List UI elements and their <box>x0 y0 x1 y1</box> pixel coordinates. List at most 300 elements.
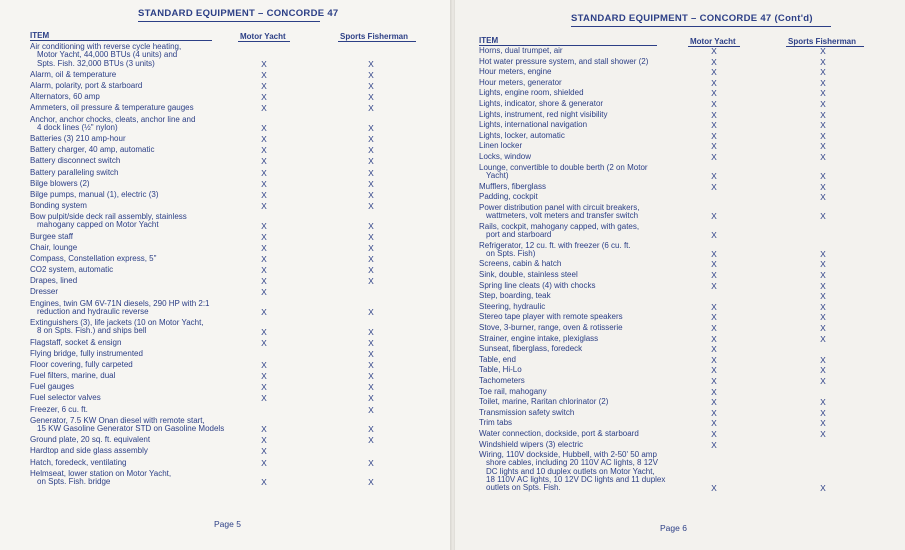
equipment-row <box>479 345 582 353</box>
right-page-title: STANDARD EQUIPMENT – CONCORDE 47 (Cont'd) <box>571 13 813 24</box>
motor-yacht-mark: X <box>711 323 717 333</box>
sports-fisherman-mark: X <box>368 393 374 404</box>
motor-yacht-mark: X <box>711 280 717 291</box>
equipment-item-text: Lights, indicator, shore & generator <box>479 99 604 108</box>
equipment-item-text: DC lights and 10 duplex outlets on Motor Yacht, <box>486 466 655 476</box>
equipment-item-text: outlets on Spts. Fish. <box>486 483 561 493</box>
equipment-item-text: on Spts. Fish) <box>486 248 536 258</box>
equipment-row <box>30 169 118 177</box>
equipment-item-text: Ground plate, 20 sq. ft. equivalent <box>30 435 151 445</box>
equipment-row <box>30 417 224 434</box>
equipment-row <box>30 288 58 296</box>
motor-yacht-mark: X <box>261 220 267 231</box>
motor-yacht-mark: X <box>261 287 267 298</box>
sports-fisherman-mark: X <box>820 67 826 78</box>
equipment-item-text: Dresser <box>30 287 59 297</box>
motor-yacht-mark: X <box>261 69 267 80</box>
equipment-row <box>479 100 603 108</box>
equipment-row <box>479 204 640 221</box>
motor-yacht-mark: X <box>711 483 717 494</box>
equipment-row <box>30 255 156 263</box>
equipment-item-text: Lights, international navigation <box>479 120 588 130</box>
sports-fisherman-mark: X <box>368 156 374 167</box>
equipment-item-text: Windshield wipers (3) electric <box>479 439 584 449</box>
motor-yacht-mark: X <box>261 81 267 92</box>
equipment-row <box>479 409 574 417</box>
equipment-row <box>479 398 608 406</box>
sports-fisherman-mark: X <box>820 109 826 120</box>
equipment-item-text: Step, boarding, teak <box>479 291 551 301</box>
equipment-row <box>479 68 551 76</box>
equipment-item-text: Spts. Fish. 32,000 BTUs (3 units) <box>37 58 155 68</box>
motor-yacht-mark: X <box>711 88 717 99</box>
equipment-row <box>479 356 516 364</box>
equipment-row <box>30 180 90 188</box>
equipment-row <box>30 146 155 154</box>
equipment-item-text: CO2 system, automatic <box>30 265 114 275</box>
motor-yacht-mark: X <box>711 376 717 386</box>
sports-fisherman-mark: X <box>820 397 826 408</box>
equipment-item-text: Motor Yacht, 44,000 BTUs (4 units) and <box>37 50 178 60</box>
sports-fisherman-mark: X <box>368 201 374 211</box>
equipment-item-text: Helmseat, lower station on Motor Yacht, <box>30 468 172 478</box>
right-page-number: Page 6 <box>660 523 687 533</box>
sports-fisherman-mark: X <box>368 360 374 370</box>
motor-yacht-mark: X <box>261 103 267 114</box>
equipment-item-text: Bilge pumps, manual (1), electric (3) <box>30 189 159 199</box>
equipment-row <box>479 89 584 97</box>
equipment-item-text: Battery disconnect switch <box>30 156 121 166</box>
sports-fisherman-mark: X <box>368 424 374 435</box>
sports-fisherman-mark: X <box>820 418 826 429</box>
equipment-item-text: Ammeters, oil pressure & temperature gauges <box>30 103 194 113</box>
left-title-underline <box>138 21 320 22</box>
equipment-row <box>479 313 623 321</box>
equipment-row <box>479 430 639 438</box>
equipment-item-text: Floor covering, fully carpeted <box>30 360 133 369</box>
equipment-item-text: Stove, 3-burner, range, oven & rotisserie <box>479 323 623 332</box>
sports-fisherman-mark: X <box>368 122 374 133</box>
equipment-item-text: Yacht) <box>486 170 509 180</box>
equipment-item-text: Hour meters, generator <box>479 77 562 87</box>
equipment-item-text: Table, Hi-Lo <box>479 365 522 375</box>
equipment-row <box>30 43 181 68</box>
motor-yacht-mark: X <box>711 211 717 221</box>
motor-yacht-mark: X <box>261 446 267 457</box>
equipment-row <box>30 93 100 101</box>
motor-yacht-mark: X <box>711 301 717 312</box>
sports-fisherman-mark: X <box>820 77 826 88</box>
equipment-item-text: Toilet, marine, Raritan chlorinator (2) <box>479 397 609 407</box>
sports-fisherman-mark: X <box>368 382 374 393</box>
equipment-row <box>30 82 142 90</box>
equipment-item-text: Linen locker <box>479 141 523 151</box>
equipment-item-text: shore cables, including 20 110V AC lights, 8 12V <box>486 458 658 468</box>
equipment-item-text: Bilge blowers (2) <box>30 178 90 188</box>
equipment-row <box>479 282 596 290</box>
motor-yacht-mark: X <box>711 354 717 365</box>
sports-fisherman-mark: X <box>368 307 374 317</box>
motor-yacht-mark: X <box>711 333 717 344</box>
sports-fisherman-mark: X <box>368 231 374 242</box>
sports-fisherman-mark: X <box>368 276 374 287</box>
equipment-row <box>479 271 578 279</box>
equipment-item-text: Chair, lounge <box>30 242 78 252</box>
equipment-item-text: Fuel gauges <box>30 382 75 392</box>
equipment-item-text: Sunseat, fiberglass, foredeck <box>479 344 583 354</box>
motor-yacht-mark: X <box>711 46 717 56</box>
motor-yacht-mark: X <box>711 181 717 192</box>
equipment-item-text: Extinguishers (3), life jackets (10 on Motor Yacht, <box>30 318 204 328</box>
sports-fisherman-mark: X <box>820 46 826 56</box>
motor-yacht-mark: X <box>711 248 717 259</box>
equipment-item-text: Tachometers <box>479 376 525 385</box>
motor-yacht-mark: X <box>261 178 267 189</box>
sports-fisherman-mark: X <box>368 189 374 200</box>
equipment-row <box>479 335 598 343</box>
motor-yacht-mark: X <box>711 141 717 152</box>
sports-fisherman-mark: X <box>368 404 374 415</box>
left-page-number: Page 5 <box>214 519 241 529</box>
equipment-row <box>479 260 561 268</box>
equipment-item-text: Hour meters, engine <box>479 67 552 77</box>
equipment-item-text: Lounge, convertible to double berth (2 on Motor <box>479 162 648 172</box>
sports-fisherman-mark: X <box>368 371 374 382</box>
equipment-row <box>30 459 127 467</box>
sports-fisherman-mark: X <box>820 333 826 344</box>
equipment-row <box>479 111 608 119</box>
motor-yacht-mark: X <box>711 259 717 270</box>
motor-yacht-mark: X <box>711 109 717 120</box>
equipment-item-text: Power distribution panel with circuit breakers, <box>479 202 640 212</box>
motor-yacht-mark: X <box>261 254 267 264</box>
motor-yacht-mark: X <box>261 382 267 393</box>
motor-yacht-mark: X <box>261 307 267 317</box>
equipment-item-text: Trim tabs <box>479 418 513 428</box>
equipment-row <box>30 116 195 133</box>
motor-yacht-mark: X <box>261 231 267 242</box>
equipment-row <box>30 300 210 317</box>
motor-yacht-mark: X <box>711 56 717 67</box>
equipment-item-text: Bonding system <box>30 201 87 210</box>
equipment-item-text: Freezer, 6 cu. ft. <box>30 404 88 414</box>
left-motor-yacht-header-rule <box>238 41 290 42</box>
equipment-item-text: Fuel filters, marine, dual <box>30 371 116 381</box>
motor-yacht-mark: X <box>261 457 267 468</box>
equipment-item-text: Steering, hydraulic <box>479 301 546 311</box>
motor-yacht-mark: X <box>261 393 267 404</box>
equipment-item-text: Screens, cabin & hatch <box>479 259 562 269</box>
right-sports-fisherman-header: Sports Fisherman <box>788 37 857 46</box>
sports-fisherman-mark: X <box>368 457 374 468</box>
motor-yacht-mark: X <box>261 92 267 103</box>
sports-fisherman-mark: X <box>368 178 374 189</box>
equipment-item-text: Hardtop and side glass assembly <box>30 446 148 456</box>
equipment-item-text: Spring line cleats (4) with chocks <box>479 280 596 290</box>
equipment-row <box>479 377 525 385</box>
motor-yacht-mark: X <box>261 134 267 145</box>
equipment-item-text: mahogany capped on Motor Yacht <box>37 220 159 230</box>
equipment-item-text: Toe rail, mahogany <box>479 386 547 396</box>
motor-yacht-mark: X <box>711 152 717 162</box>
equipment-item-text: Flagstaff, socket & ensign <box>30 337 122 347</box>
equipment-row <box>479 324 623 332</box>
equipment-row <box>30 361 133 369</box>
left-sports-fisherman-header-rule <box>338 41 416 42</box>
equipment-item-text: Compass, Constellation express, 5" <box>30 254 157 263</box>
left-item-header: ITEM <box>30 31 50 40</box>
equipment-item-text: Batteries (3) 210 amp-hour <box>30 134 126 144</box>
sports-fisherman-mark: X <box>820 170 826 181</box>
motor-yacht-mark: X <box>711 418 717 429</box>
equipment-item-text: Horns, dual trumpet, air <box>479 46 563 55</box>
equipment-row <box>479 47 563 55</box>
equipment-row <box>30 233 73 241</box>
sports-fisherman-mark: X <box>820 270 826 280</box>
motor-yacht-mark: X <box>261 242 267 253</box>
equipment-row <box>30 447 148 455</box>
motor-yacht-mark: X <box>261 337 267 348</box>
equipment-row <box>30 157 120 165</box>
left-sports-fisherman-header: Sports Fisherman <box>340 32 409 41</box>
equipment-item-text: reduction and hydraulic reverse <box>37 306 149 316</box>
sports-fisherman-mark: X <box>820 141 826 152</box>
sports-fisherman-mark: X <box>820 280 826 291</box>
sports-fisherman-mark: X <box>368 254 374 264</box>
motor-yacht-mark: X <box>711 407 717 418</box>
equipment-row <box>30 191 159 199</box>
motor-yacht-mark: X <box>261 326 267 337</box>
equipment-item-text: Stereo tape player with remote speakers <box>479 312 623 322</box>
equipment-item-text: Locks, window <box>479 152 532 161</box>
equipment-row <box>479 193 538 201</box>
equipment-item-text: Burgee staff <box>30 231 73 241</box>
equipment-item-text: Alarm, oil & temperature <box>30 69 117 79</box>
sports-fisherman-mark: X <box>820 120 826 131</box>
sports-fisherman-mark: X <box>368 81 374 92</box>
sports-fisherman-mark: X <box>368 167 374 178</box>
equipment-row <box>479 419 512 427</box>
sports-fisherman-mark: X <box>820 407 826 418</box>
sports-fisherman-mark: X <box>820 291 826 302</box>
equipment-row <box>30 394 101 402</box>
sports-fisherman-mark: X <box>368 145 374 156</box>
motor-yacht-mark: X <box>711 120 717 131</box>
equipment-item-text: Transmission safety switch <box>479 407 575 417</box>
equipment-item-text: 8 on Spts. Fish.) and ships bell <box>37 326 147 336</box>
motor-yacht-mark: X <box>261 360 267 370</box>
equipment-item-text: Fuel selector valves <box>30 393 101 403</box>
equipment-row <box>30 213 187 230</box>
motor-yacht-mark: X <box>711 365 717 376</box>
motor-yacht-mark: X <box>261 201 267 211</box>
sports-fisherman-mark: X <box>368 265 374 276</box>
motor-yacht-mark: X <box>261 435 267 446</box>
equipment-item-text: Padding, cockpit <box>479 192 538 202</box>
equipment-item-text: Alarm, polarity, port & starboard <box>30 81 143 91</box>
equipment-item-text: Sink, double, stainless steel <box>479 270 578 279</box>
equipment-item-text: 15 KW Gasoline Generator STD on Gasoline Models <box>37 424 225 434</box>
equipment-row <box>479 366 522 374</box>
equipment-item-text: 18 110V AC lights, 10 12V DC lights and 11 duplex <box>486 475 666 485</box>
sports-fisherman-mark: X <box>368 348 374 359</box>
equipment-row <box>479 58 648 66</box>
equipment-item-text: Water connection, dockside, port & starboard <box>479 429 639 438</box>
equipment-row <box>30 383 74 391</box>
equipment-row <box>479 132 565 140</box>
equipment-item-text: Hot water pressure system, and stall shower (2) <box>479 56 649 66</box>
equipment-row <box>479 164 648 181</box>
sports-fisherman-mark: X <box>820 323 826 333</box>
sports-fisherman-mark: X <box>820 99 826 109</box>
sports-fisherman-mark: X <box>820 88 826 99</box>
sports-fisherman-mark: X <box>368 477 374 488</box>
equipment-item-text: on Spts. Fish. bridge <box>37 477 111 487</box>
equipment-item-text: wattmeters, volt meters and transfer switch <box>486 210 639 220</box>
equipment-item-text: Mufflers, fiberglass <box>479 181 546 191</box>
motor-yacht-mark: X <box>261 265 267 276</box>
motor-yacht-mark: X <box>711 344 717 355</box>
equipment-row <box>30 339 121 347</box>
equipment-item-text: Wiring, 110V dockside, Hubbell, with 2-50' 50 amp <box>479 450 657 460</box>
motor-yacht-mark: X <box>711 170 717 181</box>
sports-fisherman-mark: X <box>368 69 374 80</box>
equipment-item-text: Generator, 7.5 KW Onan diesel with remote start, <box>30 415 205 425</box>
equipment-row <box>479 153 531 161</box>
equipment-item-text: Refrigerator, 12 cu. ft. with freezer (6 cu. ft. <box>479 240 631 250</box>
equipment-item-text: Lights, engine room, shielded <box>479 88 584 98</box>
equipment-row <box>479 183 546 191</box>
equipment-row <box>30 71 116 79</box>
sports-fisherman-mark: X <box>820 248 826 259</box>
motor-yacht-mark: X <box>261 276 267 287</box>
motor-yacht-mark: X <box>261 424 267 435</box>
equipment-row <box>479 388 547 396</box>
sports-fisherman-mark: X <box>368 220 374 231</box>
sports-fisherman-mark: X <box>820 181 826 192</box>
equipment-item-text: Battery charger, 40 amp, automatic <box>30 145 155 155</box>
equipment-item-text: Lights, instrument, red night visibility <box>479 109 608 119</box>
sports-fisherman-mark: X <box>820 429 826 439</box>
equipment-item-text: Flying bridge, fully instrumented <box>30 348 143 358</box>
sports-fisherman-mark: X <box>820 192 826 203</box>
equipment-row <box>30 319 204 336</box>
right-title-underline <box>571 26 831 27</box>
equipment-row <box>30 470 171 487</box>
equipment-row <box>479 79 562 87</box>
equipment-item-text: Alternators, 60 amp <box>30 92 100 102</box>
equipment-row <box>30 135 126 143</box>
equipment-row <box>479 451 665 492</box>
equipment-row <box>30 350 143 358</box>
sports-fisherman-mark: X <box>368 134 374 145</box>
motor-yacht-mark: X <box>711 99 717 109</box>
sports-fisherman-mark: X <box>820 211 826 221</box>
equipment-row <box>30 406 88 414</box>
sports-fisherman-mark: X <box>820 483 826 494</box>
equipment-row <box>30 104 194 112</box>
sports-fisherman-mark: X <box>368 103 374 114</box>
motor-yacht-mark: X <box>261 145 267 156</box>
motor-yacht-mark: X <box>711 386 717 397</box>
sports-fisherman-mark: X <box>368 435 374 446</box>
equipment-row <box>479 121 587 129</box>
sports-fisherman-mark: X <box>820 259 826 270</box>
motor-yacht-mark: X <box>711 77 717 88</box>
sports-fisherman-mark: X <box>820 152 826 162</box>
sports-fisherman-mark: X <box>820 130 826 141</box>
motor-yacht-mark: X <box>711 439 717 450</box>
motor-yacht-mark: X <box>261 58 267 69</box>
left-motor-yacht-header: Motor Yacht <box>240 32 286 41</box>
equipment-row <box>479 303 545 311</box>
equipment-row <box>479 292 551 300</box>
equipment-row <box>30 266 113 274</box>
sports-fisherman-mark: X <box>820 354 826 365</box>
sports-fisherman-mark: X <box>368 337 374 348</box>
motor-yacht-mark: X <box>711 130 717 141</box>
equipment-item-text: port and starboard <box>486 229 552 239</box>
sports-fisherman-mark: X <box>820 56 826 67</box>
sports-fisherman-mark: X <box>368 242 374 253</box>
equipment-item-text: Lights, locker, automatic <box>479 130 565 140</box>
sports-fisherman-mark: X <box>368 326 374 337</box>
equipment-row <box>479 142 522 150</box>
equipment-item-text: Battery paralleling switch <box>30 167 119 177</box>
motor-yacht-mark: X <box>261 477 267 488</box>
equipment-item-text: Table, end <box>479 354 516 364</box>
motor-yacht-mark: X <box>711 312 717 323</box>
right-motor-yacht-header: Motor Yacht <box>690 37 736 46</box>
motor-yacht-mark: X <box>261 189 267 200</box>
equipment-item-text: Air conditioning with reverse cycle heating, <box>30 42 182 51</box>
motor-yacht-mark: X <box>711 270 717 280</box>
motor-yacht-mark: X <box>711 67 717 78</box>
sports-fisherman-mark: X <box>820 301 826 312</box>
equipment-row <box>30 277 77 285</box>
equipment-row <box>479 223 639 240</box>
left-item-header-rule <box>30 40 212 41</box>
equipment-row <box>30 372 115 380</box>
equipment-item-text: Hatch, foredeck, ventilating <box>30 457 127 467</box>
motor-yacht-mark: X <box>711 397 717 408</box>
right-item-header: ITEM <box>479 36 499 45</box>
equipment-item-text: Rails, cockpit, mahogany capped, with gates, <box>479 221 640 231</box>
equipment-item-text: 4 dock lines (½" nylon) <box>37 122 118 132</box>
equipment-item-text: Strainer, engine intake, plexiglass <box>479 333 599 343</box>
sports-fisherman-mark: X <box>820 312 826 323</box>
motor-yacht-mark: X <box>261 156 267 167</box>
sports-fisherman-mark: X <box>820 365 826 376</box>
motor-yacht-mark: X <box>711 429 717 439</box>
left-page-title: STANDARD EQUIPMENT – CONCORDE 47 <box>138 8 339 19</box>
motor-yacht-mark: X <box>261 122 267 133</box>
sports-fisherman-mark: X <box>368 58 374 69</box>
equipment-row <box>479 242 631 259</box>
equipment-row <box>479 441 583 449</box>
equipment-row <box>30 244 77 252</box>
right-page <box>455 0 905 550</box>
left-page <box>0 0 452 550</box>
equipment-item-text: Bow pulpit/side deck rail assembly, stainless <box>30 212 187 222</box>
equipment-item-text: Engines, twin GM 6V-71N diesels, 290 HP with 2:1 <box>30 298 210 308</box>
sports-fisherman-mark: X <box>368 92 374 103</box>
equipment-row <box>30 202 87 210</box>
sports-fisherman-mark: X <box>820 376 826 386</box>
equipment-item-text: Drapes, lined <box>30 276 78 286</box>
equipment-row <box>30 436 150 444</box>
motor-yacht-mark: X <box>711 229 717 240</box>
